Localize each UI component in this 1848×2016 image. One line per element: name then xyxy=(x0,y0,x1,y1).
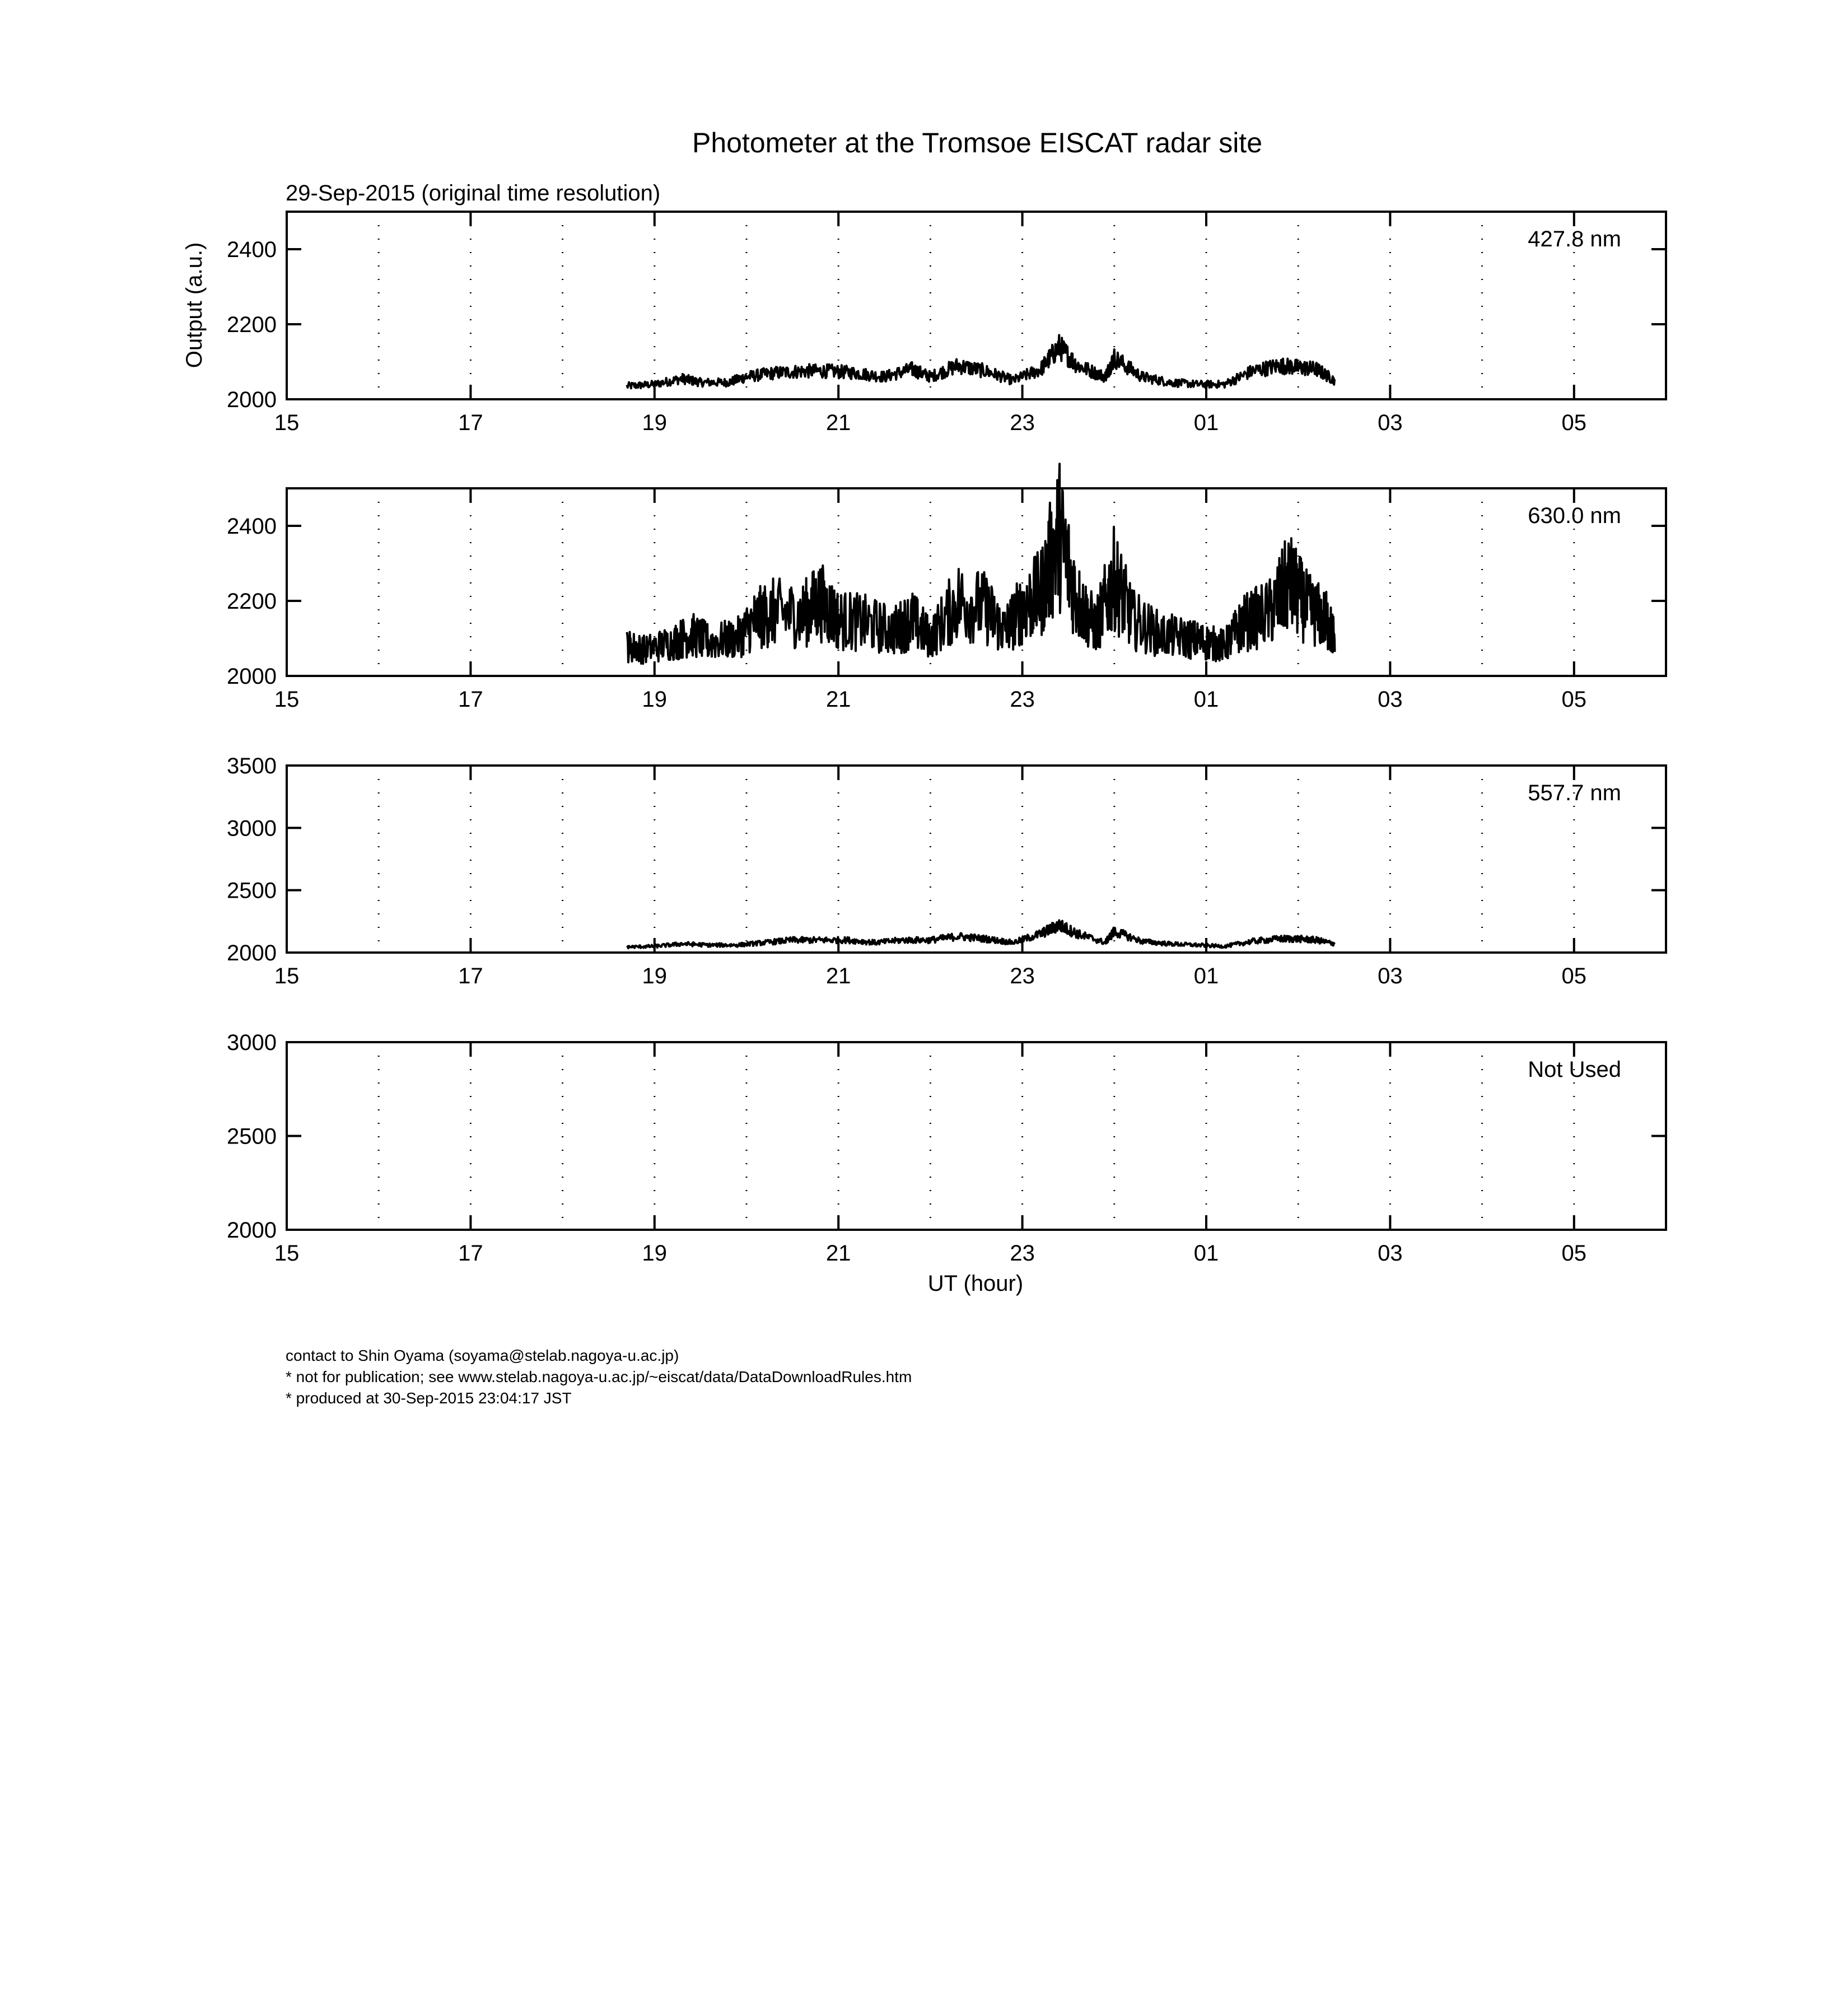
y-tick-label: 2000 xyxy=(227,388,277,412)
y-tick-label: 2000 xyxy=(227,941,277,965)
y-tick-label: 2400 xyxy=(227,514,277,539)
footer-publication-note: * not for publication; see www.stelab.nagoya-u.ac.jp/~eiscat/data/DataDownloadRules.htm xyxy=(286,1368,912,1385)
series-line-1 xyxy=(627,335,1335,388)
x-tick-label: 21 xyxy=(825,687,851,712)
panel-4 xyxy=(227,1030,1666,1266)
x-tick-label: 23 xyxy=(1010,1241,1035,1266)
plot-frame xyxy=(287,766,1666,953)
x-tick-label: 05 xyxy=(1561,687,1587,712)
x-tick-label: 01 xyxy=(1193,410,1219,435)
x-tick-label: 23 xyxy=(1010,964,1035,988)
x-tick-label: 17 xyxy=(458,1241,483,1266)
x-tick-label: 05 xyxy=(1561,964,1587,988)
x-tick-label: 19 xyxy=(642,410,668,435)
panel-label: 630.0 nm xyxy=(1528,503,1621,528)
x-tick-label: 03 xyxy=(1378,687,1403,712)
x-tick-label: 19 xyxy=(642,964,668,988)
x-tick-label: 19 xyxy=(642,1241,668,1266)
y-tick-label: 2000 xyxy=(227,1218,277,1243)
y-tick-label: 3500 xyxy=(227,754,277,778)
x-tick-label: 15 xyxy=(274,687,300,712)
series-line-1 xyxy=(627,921,1335,949)
y-tick-label: 2200 xyxy=(227,589,277,614)
y-tick-label: 2400 xyxy=(227,237,277,262)
panel-label: Not Used xyxy=(1528,1057,1621,1082)
x-tick-label: 19 xyxy=(642,687,668,712)
x-tick-label: 01 xyxy=(1193,964,1219,988)
y-tick-label: 2500 xyxy=(227,1124,277,1149)
x-tick-label: 21 xyxy=(825,964,851,988)
x-tick-label: 17 xyxy=(458,687,483,712)
y-tick-label: 3000 xyxy=(227,1030,277,1055)
series-line-1 xyxy=(627,464,1335,664)
x-tick-label: 23 xyxy=(1010,410,1035,435)
x-tick-label: 03 xyxy=(1378,1241,1403,1266)
x-tick-label: 17 xyxy=(458,410,483,435)
x-tick-label: 05 xyxy=(1561,410,1587,435)
footer-produced-note: * produced at 30-Sep-2015 23:04:17 JST xyxy=(286,1389,572,1407)
x-tick-label: 23 xyxy=(1010,687,1035,712)
panel-label: 427.8 nm xyxy=(1528,227,1621,251)
plot-frame xyxy=(287,1042,1666,1230)
x-tick-label: 03 xyxy=(1378,964,1403,988)
x-tick-label: 21 xyxy=(825,410,851,435)
panels-group xyxy=(227,212,1666,1266)
x-tick-label: 21 xyxy=(825,1241,851,1266)
y-tick-label: 2500 xyxy=(227,878,277,903)
x-tick-label: 15 xyxy=(274,964,300,988)
x-tick-label: 15 xyxy=(274,1241,300,1266)
x-tick-label: 01 xyxy=(1193,687,1219,712)
chart-subtitle: 29-Sep-2015 (original time resolution) xyxy=(286,181,661,206)
x-axis-label: UT (hour) xyxy=(927,1271,1024,1296)
x-tick-label: 15 xyxy=(274,410,300,435)
panel-1 xyxy=(227,212,1666,435)
y-tick-label: 2000 xyxy=(227,664,277,689)
y-tick-label: 2200 xyxy=(227,312,277,337)
panel-label: 557.7 nm xyxy=(1528,781,1621,805)
y-tick-label: 3000 xyxy=(227,816,277,841)
x-tick-label: 05 xyxy=(1561,1241,1587,1266)
x-tick-label: 03 xyxy=(1378,410,1403,435)
chart-title: Photometer at the Tromsoe EISCAT radar site xyxy=(692,127,1263,158)
x-tick-label: 01 xyxy=(1193,1241,1219,1266)
x-tick-label: 17 xyxy=(458,964,483,988)
y-axis-label: Output (a.u.) xyxy=(182,242,207,368)
footer-notes xyxy=(286,1345,1630,1409)
footer-contact: contact to Shin Oyama (soyama@stelab.nagoya-u.ac.jp) xyxy=(286,1347,679,1364)
panel-3 xyxy=(227,754,1666,988)
panel-2 xyxy=(227,464,1666,712)
